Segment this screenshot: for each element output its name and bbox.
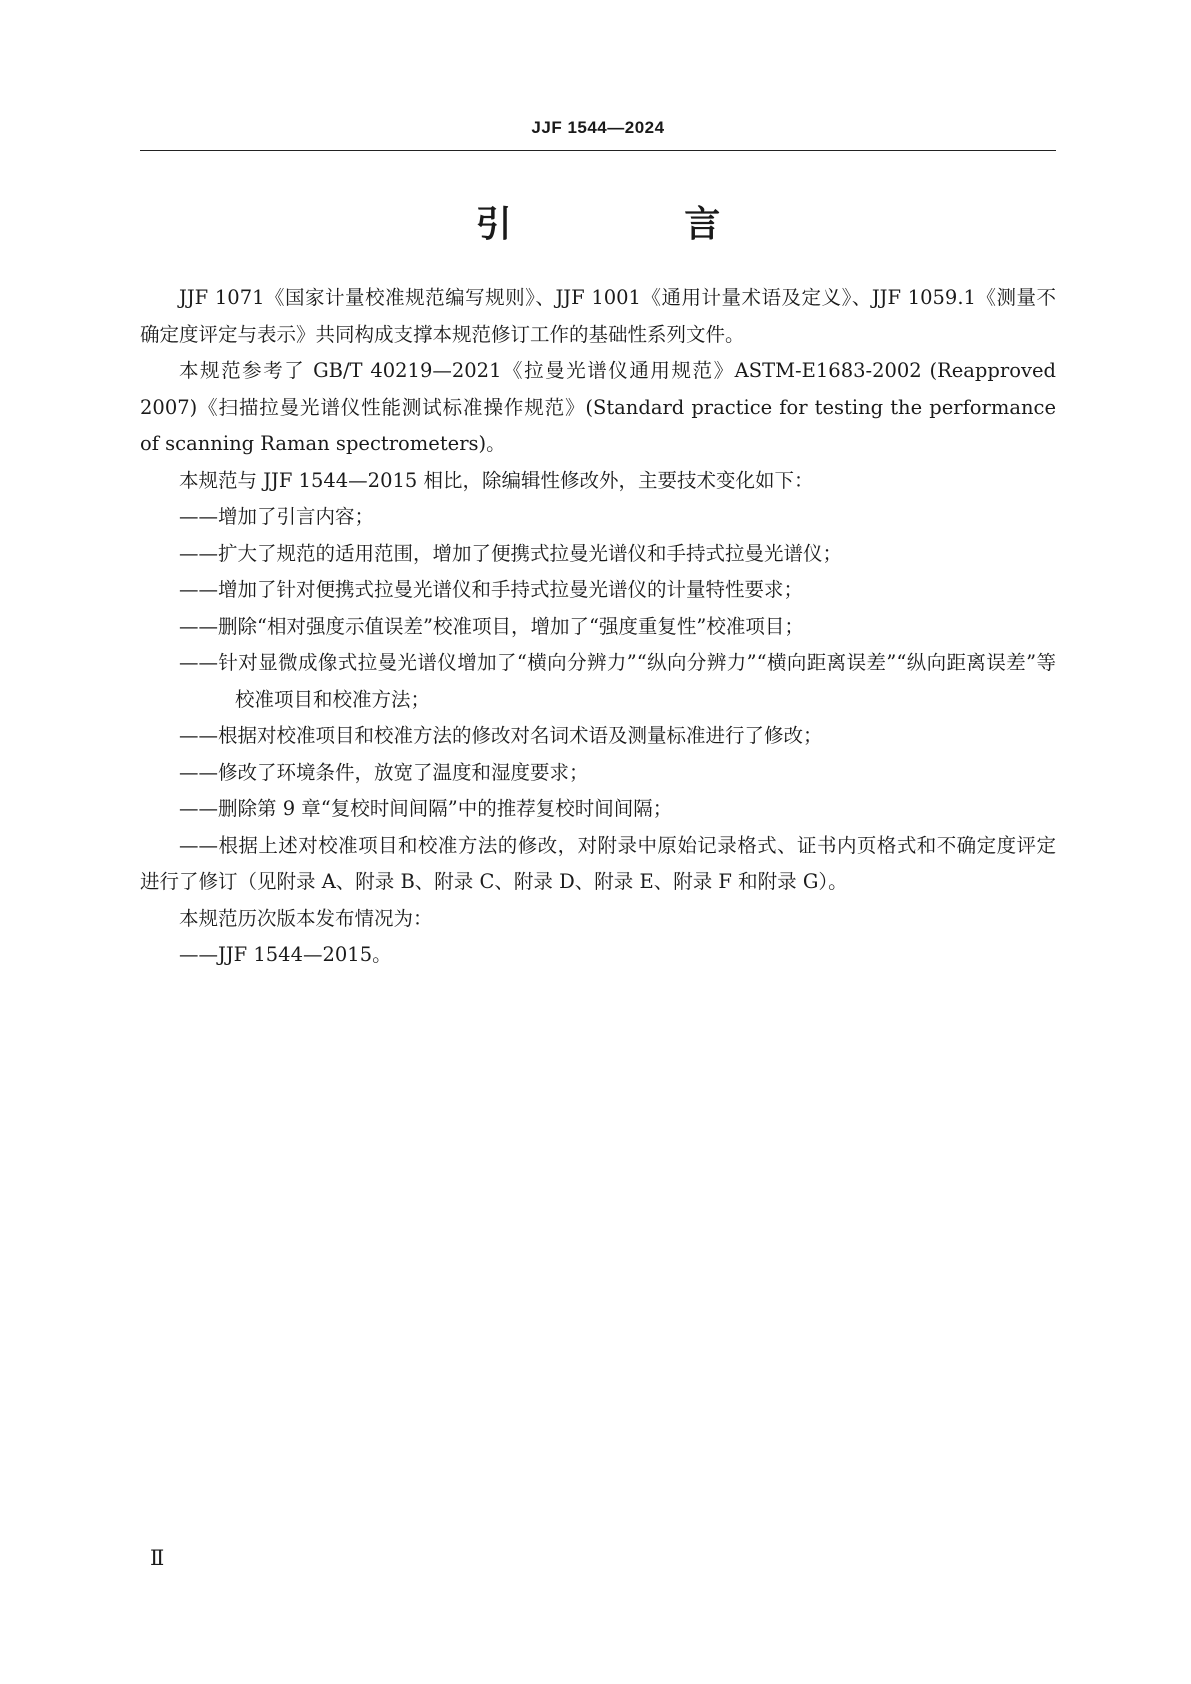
change-item: ——修改了环境条件，放宽了温度和湿度要求； bbox=[179, 760, 589, 784]
intro-paragraph-sources: 本规范参考了 GB/T 40219—2021《拉曼光谱仪通用规范》ASTM-E1683-2002 (Reapproved 2007)《扫描拉曼光谱仪性能测试标准操作规范》(Standard practice for testing the performance of scanning Raman spectrometers)。 bbox=[140, 359, 1056, 455]
header-divider bbox=[140, 150, 1056, 151]
change-item: ——针对显微成像式拉曼光谱仪增加了“横向分辨力”“纵向分辨力”“横向距离误差”“纵向距离误差”等校准项目和校准方法； bbox=[179, 651, 1056, 711]
body-text bbox=[140, 280, 1056, 974]
history-item: ——JJF 1544—2015。 bbox=[179, 943, 392, 966]
page-title: 引 言 bbox=[475, 204, 801, 245]
page-number: Ⅱ bbox=[150, 1546, 165, 1570]
intro-paragraph-changes-lead: 本规范与 JJF 1544—2015 相比，除编辑性修改外，主要技术变化如下： bbox=[179, 468, 814, 492]
change-item: ——根据对校准项目和校准方法的修改对名词术语及测量标准进行了修改； bbox=[179, 724, 823, 747]
history-intro: 本规范历次版本发布情况为： bbox=[179, 906, 433, 930]
change-item: ——删除第 9 章“复校时间间隔”中的推荐复校时间间隔； bbox=[179, 797, 673, 820]
change-item: ——删除“相对强度示值误差”校准项目，增加了“强度重复性”校准项目； bbox=[179, 614, 804, 638]
document-code-header: JJF 1544—2024 bbox=[531, 118, 665, 137]
change-item: ——根据上述对校准项目和校准方法的修改，对附录中原始记录格式、证书内页格式和不确定度评定进行了修订（见附录 A、附录 B、附录 C、附录 D、附录 E、附录 F 和附录 G）。 bbox=[140, 833, 1056, 893]
change-item: ——增加了针对便携式拉曼光谱仪和手持式拉曼光谱仪的计量特性要求； bbox=[179, 578, 804, 601]
intro-paragraph-references: JJF 1071《国家计量校准规范编写规则》、JJF 1001《通用计量术语及定义》、JJF 1059.1《测量不确定度评定与表示》共同构成支撑本规范修订工作的基础性系列文件。 bbox=[140, 286, 1056, 346]
change-item: ——扩大了规范的适用范围，增加了便携式拉曼光谱仪和手持式拉曼光谱仪； bbox=[179, 541, 843, 565]
change-item: ——增加了引言内容； bbox=[179, 505, 375, 528]
